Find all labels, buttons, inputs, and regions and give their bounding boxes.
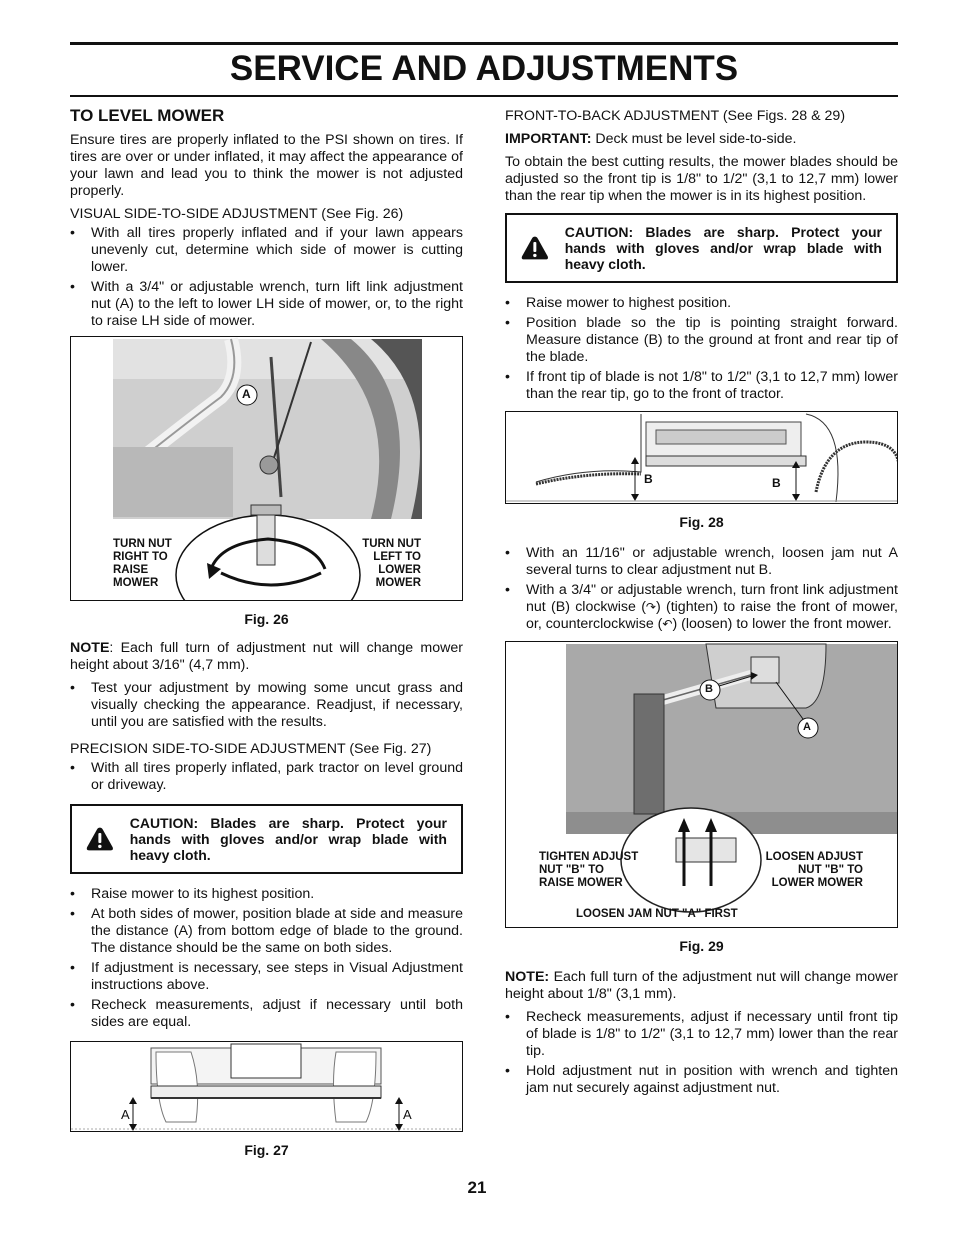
list-item: • With all tires properly inflated and if your lawn appears unevenly cut, determine which side of mower is cutting lower. (70, 225, 463, 276)
fig29-label-b: B (705, 683, 713, 695)
list-item: • Test your adjustment by mowing some uncut grass and visually checking the appearance. Readjust, if necessary, until you are satisfied with the results. (70, 680, 463, 731)
precision-heading: PRECISION SIDE-TO-SIDE ADJUSTMENT (See Fig. 27) (70, 741, 432, 757)
figure-26 (70, 336, 463, 601)
list-item: • If front tip of blade is not 1/8" to 1/2" (3,1 to 12,7 mm) lower than the rear tip, go to the front of tractor. (505, 369, 898, 403)
list-item: • Position blade so the tip is pointing straight forward. Measure distance (B) to the ground at front and rear tip of the blade. (505, 315, 898, 366)
right-column (505, 108, 898, 1103)
note-paragraph: NOTE: Each full turn of adjustment nut will change mower height about 3/16" (4,7 mm). (70, 640, 463, 673)
caution-text: CAUTION: Blades are sharp. Protect your hands with gloves and/or wrap blade with heavy cloth. (564, 224, 882, 272)
visual-heading: VISUAL SIDE-TO-SIDE ADJUSTMENT (See Fig. 26) (70, 206, 404, 222)
fig29-right-label: LOOSEN ADJUST NUT "B" TO LOWER MOWER (765, 851, 863, 889)
warning-icon (86, 814, 114, 864)
fig28-illustration (506, 412, 898, 503)
important-paragraph: IMPORTANT: Deck must be level side-to-side. (505, 131, 797, 147)
left-column (70, 107, 463, 1171)
caution-box (70, 804, 463, 874)
intro-paragraph: Ensure tires are properly inflated to the PSI shown on tires. If tires are over or under inflated, it may affect the appearance of your lawn and lead you to think the mower is not adjusted properly. (70, 132, 463, 199)
visual-bullets (70, 225, 463, 330)
counterclockwise-icon: ↶ (662, 617, 673, 631)
list-item: • At both sides of mower, position blade at side and measure the distance (A) from bottom edge of blade to the ground. The distance should be the same on both sides. (70, 906, 463, 957)
list-item: • Raise mower to highest position. (505, 295, 898, 312)
list-item: • Recheck measurements, adjust if necessary until both sides are equal. (70, 997, 463, 1031)
fig29-left-label: TIGHTEN ADJUST NUT "B" TO RAISE MOWER (539, 851, 639, 889)
fig27-label-right: A (403, 1107, 412, 1122)
fig28-label-left: B (644, 472, 653, 486)
list-item: • With a 3/4" or adjustable wrench, turn lift link adjustment nut (A) to the left to lower LH side of mower, or, to the right to raise LH side of mower. (70, 279, 463, 330)
test-bullets (70, 680, 463, 731)
list-item: • Recheck measurements, adjust if necessary until front tip of blade is 1/8" to 1/2" (3,1 to 12,7 mm) lower than the rear tip. (505, 1009, 898, 1060)
caution-box (505, 213, 898, 283)
section-heading: TO LEVEL MOWER (70, 106, 225, 125)
fig26-label-a: A (242, 387, 251, 401)
caution-text: CAUTION: Blades are sharp. Protect your hands with gloves and/or wrap blade with heavy cloth. (129, 815, 447, 863)
warning-icon (521, 223, 549, 273)
figure-28 (505, 411, 898, 504)
list-item: • With a 3/4" or adjustable wrench, turn front link adjustment nut (B) clockwise (↷) (tighten) to raise the front of mower, or, counterclockwise (↶) (loosen) to lower the front mower. (505, 582, 898, 633)
title-rule-top (70, 42, 898, 45)
list-item: • With all tires properly inflated, park tractor on level ground or driveway. (70, 760, 463, 794)
clockwise-icon: ↷ (645, 600, 656, 614)
figure-29 (505, 641, 898, 928)
final-bullets (505, 1009, 898, 1097)
list-item: • With an 11/16" or adjustable wrench, loosen jam nut A several turns to clear adjustment nut B. (505, 545, 898, 579)
page-number: 21 (467, 1178, 487, 1197)
ftb-bullets (505, 295, 898, 403)
note-paragraph: NOTE: Each full turn of the adjustment nut will change mower height about 1/8" (3,1 mm). (505, 969, 898, 1002)
fig26-left-label: TURN NUT RIGHT TO RAISE MOWER (113, 538, 172, 589)
fig28-label-right: B (772, 476, 781, 490)
list-item: • Raise mower to its highest position. (70, 886, 463, 903)
ftb-heading: FRONT-TO-BACK ADJUSTMENT (See Figs. 28 & 29) (505, 108, 846, 124)
list-item: • Hold adjustment nut in position with wrench and tighten jam nut securely against adjustment nut. (505, 1063, 898, 1097)
title-rule-bottom (70, 95, 898, 97)
list-item: • If adjustment is necessary, see steps in Visual Adjustment instructions above. (70, 960, 463, 994)
precision-bullets (70, 760, 463, 794)
fig27-caption: Fig. 27 (244, 1142, 289, 1158)
fig29-label-a: A (803, 721, 811, 733)
after-bullets (70, 886, 463, 1031)
page-title: SERVICE AND ADJUSTMENTS (229, 49, 739, 88)
ftb-intro: To obtain the best cutting results, the mower blades should be adjusted so the front tip is 1/8" to 1/2" (3,1 to 12,7 mm) lower than the rear tip when the mower is in its highest position. (505, 154, 898, 204)
figure-27 (70, 1041, 463, 1132)
wrench-bullets (505, 545, 898, 633)
fig29-caption: Fig. 29 (679, 938, 724, 954)
fig27-label-left: A (121, 1107, 130, 1122)
fig26-right-label: TURN NUT LEFT TO LOWER MOWER (362, 538, 421, 589)
fig26-caption: Fig. 26 (244, 611, 289, 627)
fig28-caption: Fig. 28 (679, 514, 724, 530)
fig29-bottom-label: LOOSEN JAM NUT "A" FIRST (576, 908, 738, 920)
